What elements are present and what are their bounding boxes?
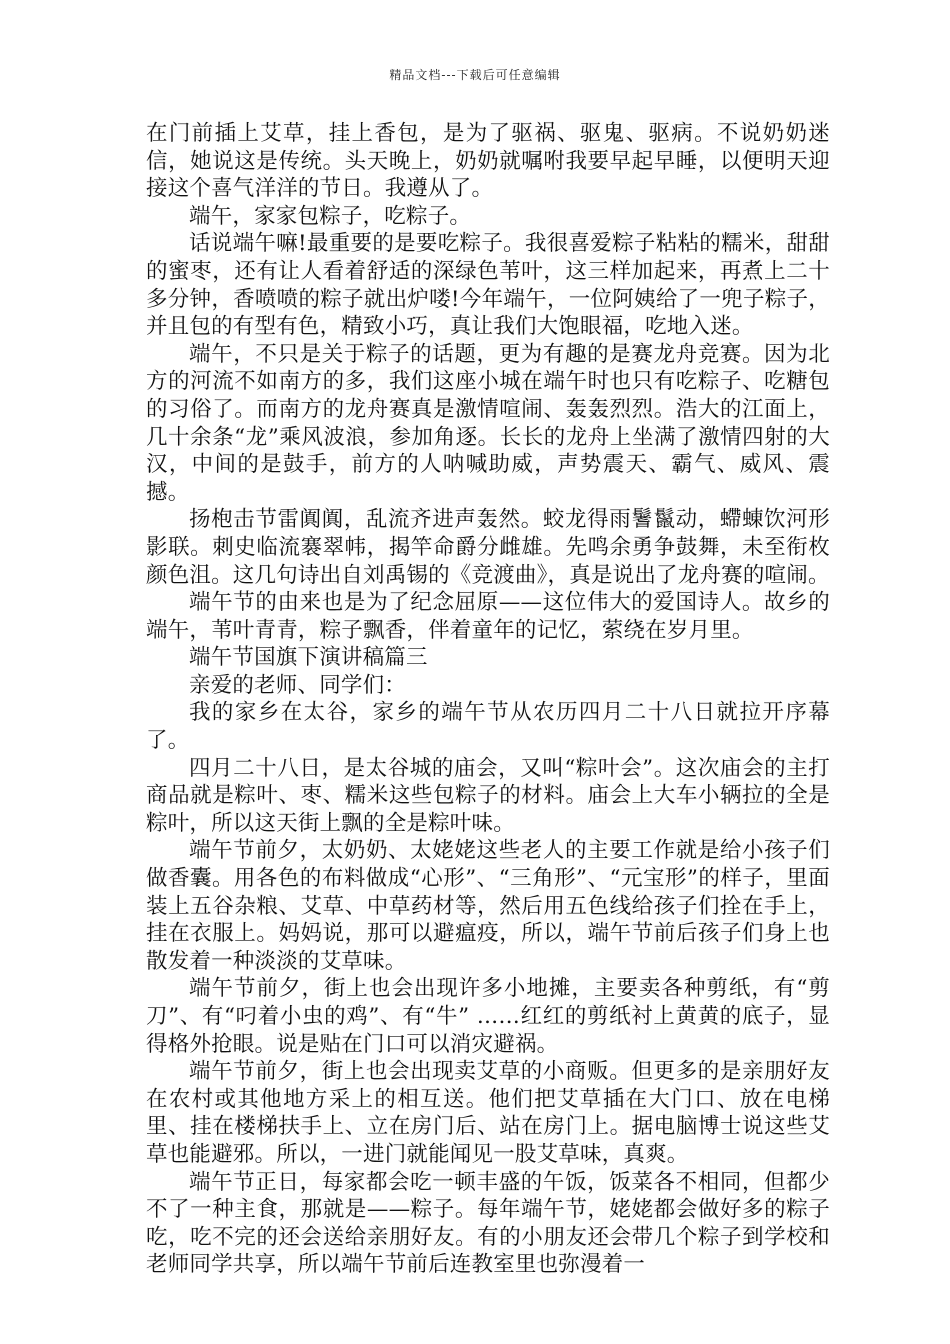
paragraph-4: 端午，不只是关于粽子的话题，更为有趣的是赛龙舟竞赛。因为北方的河流不如南方的多，我们这座小城在端午时也只有吃粽子、吃糖包的习俗了。而南方的龙舟赛真是激情喧闹、轰轰烈烈。浩大的江面上，几十余条“龙”乘风波浪，参加角逐。长长的龙舟上坐满了激情四射的大汉，中间的是鼓手，前方的人呐喊助威，声势震天、霸气、威风、震撼。 <box>146 341 830 505</box>
paragraph-2: 端午，家家包粽子，吃粽子。 <box>189 203 472 229</box>
paragraph-9: 我的家乡在太谷，家乡的端午节从农历四月二十八日就拉开序幕了。 <box>146 700 830 754</box>
section-title: 端午节国旗下演讲稿篇三 <box>189 645 428 671</box>
paragraph-5: 扬枹击节雷阗阗，乱流齐进声轰然。蛟龙得雨鬐鬣动，螮蝀饮河形影联。刺史临流褰翠帏，揭竿命爵分雌雄。先鸣余勇争鼓舞，未至衔枚颜色沮。这几句诗出自刘禹锡的《竞渡曲》，真是说出了龙舟赛的喧闹。 <box>146 507 830 588</box>
paragraph-3: 话说端午嘛!最重要的是要吃粽子。我很喜爱粽子粘粘的糯米，甜甜的蜜枣，还有让人看着舒适的深绿色苇叶，这三样加起来，再煮上二十多分钟，香喷喷的粽子就出炉喽!今年端午，一位阿姨给了一兜子粽子，并且包的有型有色，精致小巧，真让我们大饱眼福，吃地入迷。 <box>146 231 830 340</box>
paragraph-14: 端午节正日，每家都会吃一顿丰盛的午饭，饭菜各不相同，但都少不了一种主食，那就是——粽子。每年端午节，姥姥都会做好多的粽子吃，吃不完的还会送给亲朋好友。有的小朋友还会带几个粽子到学校和老师同学共享，所以端午节前后连教室里也弥漫着一 <box>146 1169 830 1278</box>
paragraph-12: 端午节前夕，街上也会出现许多小地摊，主要卖各种剪纸，有“剪刀”、有“叼着小虫的鸡”、有“牛” ……红红的剪纸衬上黄黄的底子，显得格外抢眼。说是贴在门口可以消灾避祸。 <box>146 976 830 1057</box>
paragraph-13: 端午节前夕，街上也会出现卖艾草的小商贩。但更多的是亲朋好友在农村或其他地方采上的相互送。他们把艾草插在大门口、放在电梯里、挂在楼梯扶手上、立在房门后、站在房门上。据电脑博士说这些艾草也能避邪。所以，一进门就能闻见一股艾草味，真爽。 <box>146 1059 830 1167</box>
page-header: 精品文档---下载后可任意编辑 <box>389 68 561 82</box>
paragraph-11: 端午节前夕，太奶奶、太姥姥这些老人的主要工作就是给小孩子们做香囊。用各色的布料做成“心形”、“三角形”、“元宝形”的样子，里面装上五谷杂粮、艾草、中草药材等，然后用五色线给孩子们拴在手上，挂在衣服上。妈妈说，那可以避瘟疫，所以，端午节前后孩子们身上也散发着一种淡淡的艾草味。 <box>146 838 830 974</box>
paragraph-1: 在门前插上艾草，挂上香包，是为了驱祸、驱鬼、驱病。不说奶奶迷信，她说这是传统。头天晚上，奶奶就嘱咐我要早起早睡，以便明天迎接这个喜气洋洋的节日。我遵从了。 <box>146 121 830 202</box>
paragraph-6: 端午节的由来也是为了纪念屈原——这位伟大的爱国诗人。故乡的端午，苇叶青青，粽子飘香，伴着童年的记忆，萦绕在岁月里。 <box>146 590 830 643</box>
paragraph-10: 四月二十八日，是太谷城的庙会，又叫“粽叶会”。这次庙会的主打商品就是粽叶、枣、糯米这些包粽子的材料。庙会上大车小辆拉的全是粽叶，所以这天街上飘的全是粽叶味。 <box>146 755 830 836</box>
document-body <box>146 120 830 1279</box>
salutation: 亲爱的老师、同学们： <box>189 672 407 698</box>
